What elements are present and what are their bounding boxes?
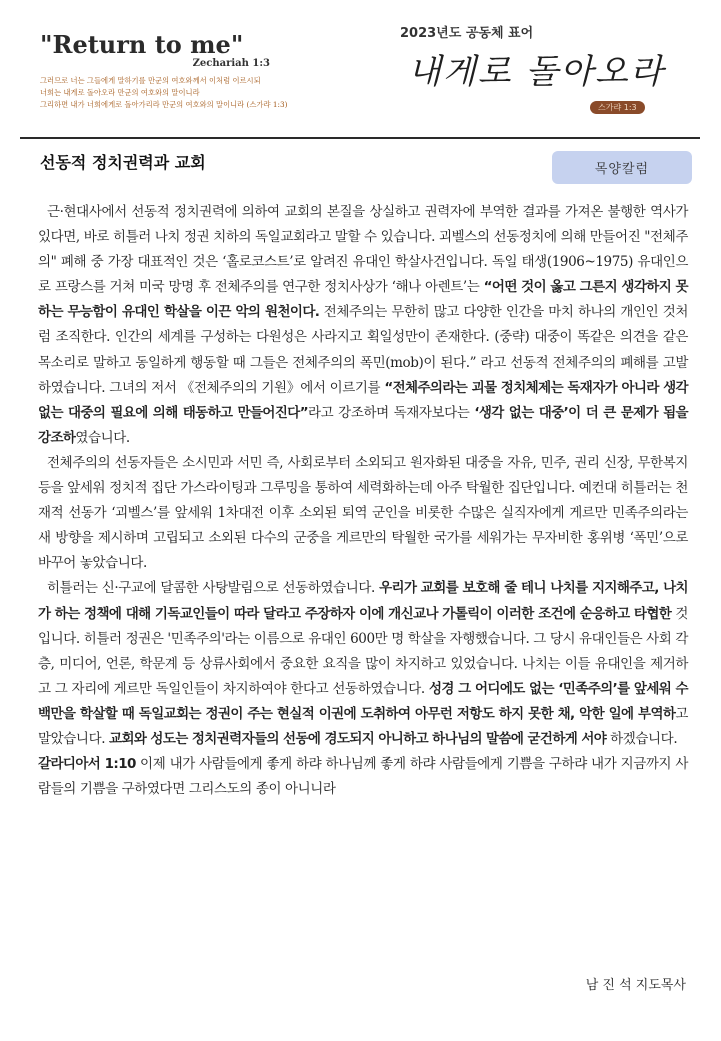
emphasis-run: 교회와 성도는 정치권력자들의 선동에 경도되지 아니하고 하나님의 말씀에 굳건하게 서야 [109, 730, 607, 747]
motto-line: 너희는 내게로 돌아오라 만군의 여호와의 말이니라 [40, 88, 200, 97]
emphasis-run: “전체주의라는 괴물 정치체제는 독재자가 아니라 생각 없는 대중의 필요에 의해 태동하고 만들어진다” [38, 379, 688, 421]
year-theme-title: 2023년도 공동체 표어 [400, 26, 534, 41]
closing-verse [38, 752, 688, 802]
slogan-reference: 스가랴 1:3 [590, 101, 645, 114]
verse-reference: 갈라디아서 1:10 [38, 756, 136, 773]
text-run: 였습니다. [75, 429, 130, 446]
emphasis-run: ‘생각 없는 대중’이 더 큰 문제가 됨을 강조하 [38, 404, 688, 446]
text-run: 라고 강조하며 독재자보다는 [308, 404, 475, 421]
column-badge: 목양칼럼 [552, 151, 692, 184]
author-signature: 남 진 석 지도목사 [585, 978, 686, 993]
paragraph-2 [38, 451, 688, 576]
text-run: 전체주의의 선동자들은 소시민과 서민 즉, 사회로부터 소외되고 원자화된 대중을 자유, 민주, 권리 신장, 무한복지 등을 앞세워 정치적 집단 가스라이팅과 그루밍을 통하여 세력화하는데 아주 탁월한 집단입니다. 예컨대 히틀러는 천재적 선동가 ‘괴벨스’를 앞세워 1차대전 이후 소외된 퇴역 군인을 비롯한 수많은 실직자에게 게르만 민족주의라는 새 방향을 제시하며 고립되고 소외된 다수의 군중을 게르만의 탁월한 국가를 세워가는 무자비한 홍위병 ‘폭민’으로 바꾸어 놓았습니다. [38, 454, 688, 572]
text-run: 근·현대사에서 선동적 정치권력에 의하여 교회의 본질을 상실하고 권력자에 부역한 결과를 가져온 불행한 역사가 있다면, 바로 히틀러 나치 정권 치하의 독일교회라고 말할 수 있습니다. 괴벨스의 선동정치에 의해 만들어진 "전체주의" 폐해 중 가장 대표적인 것은 ‘홀로코스트’로 알려진 유대인 학살사건입니다. 독일 태생(1906~1975) 유대인으로 프랑스를 거쳐 미국 망명 후 전체주의를 연구한 정치사상가 ‘해나 아렌트’는 [38, 204, 688, 296]
motto-line: 그러므로 너는 그들에게 말하기를 만군의 여호와께서 이처럼 이르시되 [40, 76, 261, 85]
emphasis-run: 우리가 교회를 보호해 줄 테니 나치를 지지해주고, 나치가 하는 정책에 대해 기독교인들이 따라 달라고 주장하자 이에 개신교나 가톨릭이 이러한 조건에 순응하고 타협한 [38, 580, 688, 622]
column-title: 선동적 정치권력과 교회 [40, 153, 206, 172]
text-run: 히틀러는 신·구교에 달콤한 사탕발림으로 선동하였습니다. [47, 580, 380, 597]
text-run: 하겠습니다. [606, 730, 678, 747]
theme-slogan: 내게로 돌아오라 [408, 52, 665, 92]
emphasis-run: “어떤 것이 옳고 그른지 생각하지 못하는 무능함이 유대인 학살을 이끈 악의 원천이다. [38, 279, 688, 321]
paragraph-1 [38, 200, 688, 451]
text-run: 고 말았습니다. [38, 705, 688, 747]
emphasis-run: 성경 그 어디에도 없는 ‘민족주의’를 앞세워 수백만을 학살할 때 독일교회는 정권이 주는 현실적 이권에 도취하여 아무런 저항도 하지 못한 채, 악한 일에 부역하 [38, 680, 688, 722]
motto-title: "Return to me" [40, 30, 244, 59]
motto-reference: Zechariah 1:3 [192, 58, 270, 69]
header-divider [20, 137, 700, 139]
bulletin-header [0, 0, 721, 140]
motto-verse-lines [40, 75, 287, 111]
text-run: 전체주의는 무한히 많고 다양한 인간을 마치 하나의 개인인 것처럼 조직한다. 인간의 세계를 구성하는 다원성은 사라지고 획일성만이 존재한다. (중략) 대중이 똑같은 의견을 같은 목소리로 말하고 동일하게 행동할 때 그들은 전체주의의 폭민(mob)이 된다.” 라고 선동적 전체주의의 폐해를 고발하였습니다. 그녀의 저서 《전체주의의 기원》에서 이르기를 [38, 304, 688, 396]
motto-line: 그리하면 내가 너희에게로 돌아가리라 만군의 여호와의 말이니라 (스가랴 1:3) [40, 100, 288, 109]
verse-text: 이제 내가 사람들에게 좋게 하랴 하나님께 좋게 하랴 사람들에게 기쁨을 구하랴 내가 지금까지 사람들의 기쁨을 구하였다면 그리스도의 종이 아니니라 [38, 756, 688, 798]
column-body [38, 200, 688, 802]
paragraph-3 [38, 576, 688, 752]
text-run: 것입니다. 히틀러 정권은 '민족주의'라는 이름으로 유대인 600만 명 학살을 자행했습니다. 그 당시 유대인들은 사회 각층, 미디어, 언론, 학문계 등 상류사회에서 중요한 요직을 많이 차지하고 있었습니다. 나치는 이들 유대인을 제거하고 그 자리에 게르만 독일인들이 차지하여야 한다고 선동하였습니다. [38, 605, 688, 697]
